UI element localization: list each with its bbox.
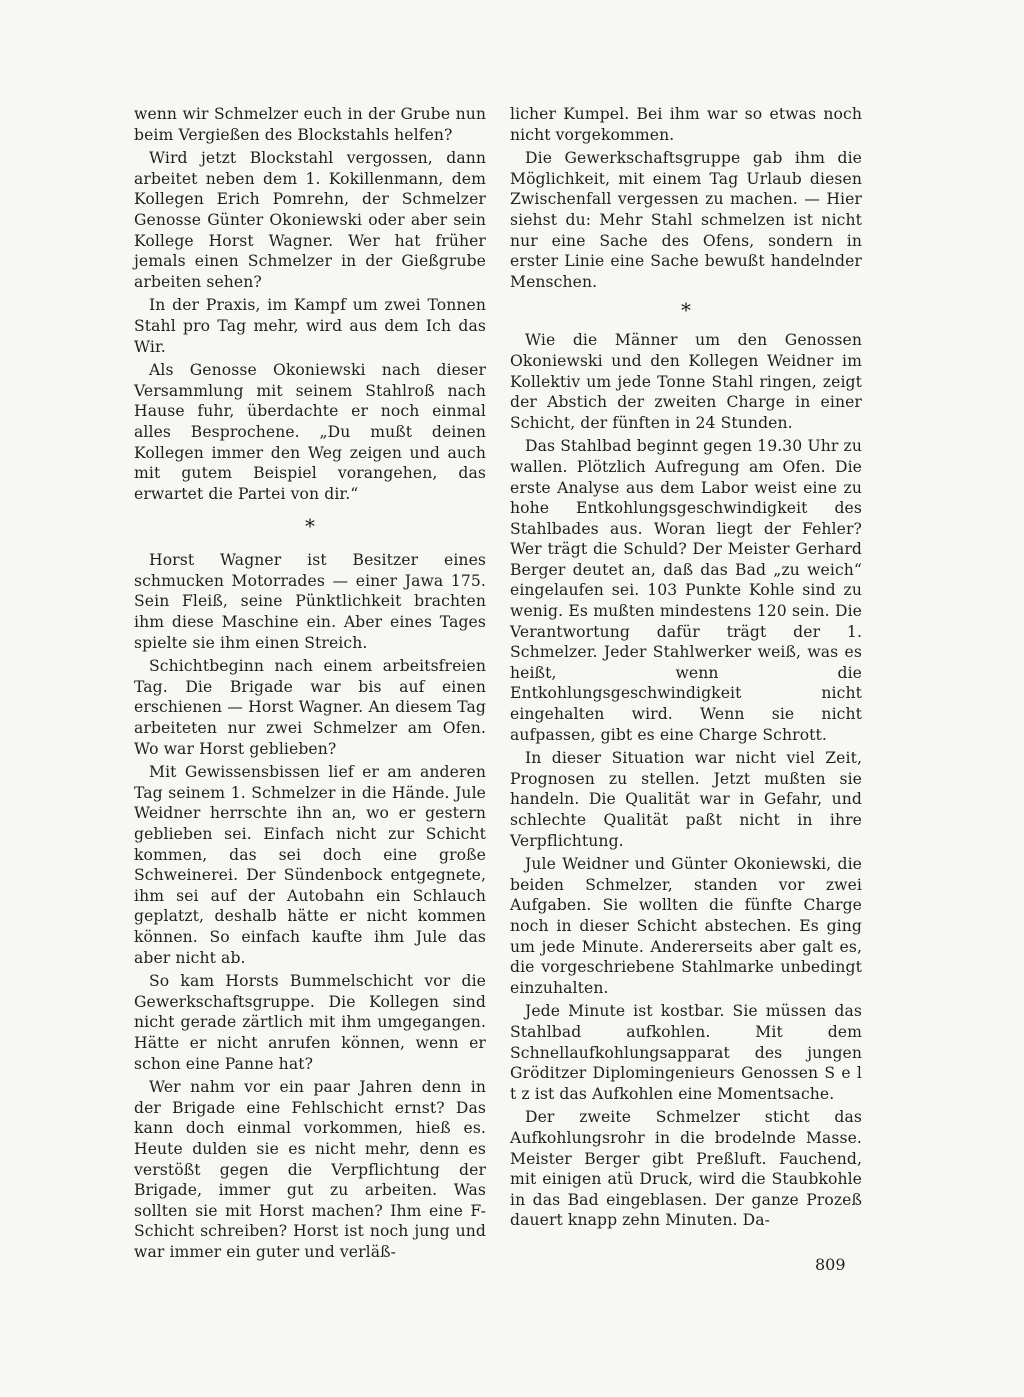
paragraph: In der Praxis, im Kampf um zwei Tonnen Stahl pro Tag mehr, wird aus dem Ich das Wir. <box>134 296 486 356</box>
paragraph: Mit Gewissensbissen lief er am anderen Tag seinem 1. Schmelzer in die Hände. Jule Weidner herrschte ihn an, wo er gestern geblieben sei. Einfach nicht zur Schicht kommen, das sei doch eine große Schweinerei. Der Sündenbock entgegnete, ihm sei auf der Autobahn ein Schlauch geplatzt, deshalb hätte er nicht kommen können. So einfach kaufte ihm Jule das aber nicht ab. <box>134 763 486 967</box>
paragraph: Schichtbeginn nach einem arbeitsfreien Tag. Die Brigade war bis auf einen erschienen — Horst Wagner. An diesem Tag arbeiteten nur zwei Schmelzer am Ofen. Wo war Horst geblieben? <box>134 657 486 758</box>
paragraph: licher Kumpel. Bei ihm war so etwas noch nicht vorgekommen. <box>510 105 862 144</box>
left-column <box>134 104 486 1262</box>
section-separator: * <box>304 514 316 539</box>
paragraph: Jule Weidner und Günter Okoniewski, die beiden Schmelzer, standen vor zwei Aufgaben. Sie wollten die fünfte Charge noch in dieser Schicht abstechen. Es ging um jede Minute. Andererseits aber galt es, die vorgeschriebene Stahlmarke unbedingt einzuhalten. <box>510 855 862 997</box>
section-separator: * <box>680 298 692 323</box>
paragraph: Horst Wagner ist Besitzer eines schmucken Motorrades — einer Jawa 175. Sein Fleiß, seine Pünktlichkeit brachten ihm diese Maschine ein. Aber eines Tages spielte sie ihm einen Streich. <box>134 551 486 652</box>
paragraph: Der zweite Schmelzer sticht das Aufkohlungsrohr in die brodelnde Masse. Meister Berger gibt Preßluft. Fauchend, mit einigen atü Druck, wird die Staubkohle in das Bad eingeblasen. Der ganze Prozeß dauert knapp zehn Minuten. Da- <box>510 1108 862 1230</box>
paragraph: In dieser Situation war nicht viel Zeit, Prognosen zu stellen. Jetzt mußten sie handeln. Die Qualität war in Gefahr, und schlechte Qualität paßt nicht in ihre Verpflichtung. <box>510 749 862 850</box>
paragraph: wenn wir Schmelzer euch in der Grube nun beim Vergießen des Blockstahls helfen? <box>134 105 486 144</box>
paragraph: Das Stahlbad beginnt gegen 19.30 Uhr zu wallen. Plötzlich Aufregung am Ofen. Die erste Analyse aus dem Labor weist eine zu hohe Entkohlungsgeschwindigkeit des Stahlbades aus. Woran liegt der Fehler? Wer trägt die Schuld? Der Meister Gerhard Berger deutet an, daß das Bad „zu weich“ eingelaufen sei. 103 Punkte Kohle sind zu wenig. Es mußten mindestens 120 sein. Die Verantwortung dafür trägt der 1. Schmelzer. Jeder Stahlwerker weiß, was es heißt, wenn die Entkohlungsgeschwindigkeit nicht eingehalten wird. Wenn sie nicht aufpassen, gibt es eine Charge Schrott. <box>510 437 862 744</box>
paragraph: So kam Horsts Bummelschicht vor die Gewerkschaftsgruppe. Die Kollegen sind nicht gerade zärtlich mit ihm umgegangen. Hätte er nicht anrufen können, wenn er schon eine Panne hat? <box>134 972 486 1073</box>
paragraph: Die Gewerkschaftsgruppe gab ihm die Möglichkeit, mit einem Tag Urlaub diesen Zwischenfall vergessen zu machen. — Hier siehst du: Mehr Stahl schmelzen ist nicht nur eine Sache des Ofens, sondern in erster Linie eine Sache bewußt handelnder Menschen. <box>510 149 862 291</box>
paragraph: Wie die Männer um den Genossen Okoniewski und den Kollegen Weidner im Kollektiv um jede Tonne Stahl ringen, zeigt der Abstich der zweiten Charge in einer Schicht, der fünften in 24 Stunden. <box>510 331 862 432</box>
paragraph: Als Genosse Okoniewski nach dieser Versammlung mit seinem Stahlroß nach Hause fuhr, überdachte er noch einmal alles Besprochene. „Du mußt deinen Kollegen immer den Weg zeigen und auch mit gutem Beispiel vorangehen, das erwartet die Partei von dir.“ <box>134 361 486 503</box>
page-number: 809 <box>815 1255 846 1274</box>
paragraph: Wer nahm vor ein paar Jahren denn in der Brigade eine Fehlschicht ernst? Das kann doch einmal vorkommen, hieß es. Heute dulden sie es nicht mehr, denn es verstößt gegen die Verpflichtung der Brigade, immer gut zu arbeiten. Was sollten sie mit Horst machen? Ihm eine F-Schicht schreiben? Horst ist noch jung und war immer ein guter und verläß- <box>134 1078 486 1261</box>
paragraph: Wird jetzt Blockstahl vergossen, dann arbeitet neben dem 1. Kokillenmann, dem Kollegen Erich Pomrehn, der Schmelzer Genosse Günter Okoniewski oder aber sein Kollege Horst Wagner. Wer hat früher jemals einen Schmelzer in der Gießgrube arbeiten sehen? <box>134 149 486 291</box>
paragraph: Jede Minute ist kostbar. Sie müssen das Stahlbad aufkohlen. Mit dem Schnellaufkohlungsapparat des jungen Gröditzer Diplomingenieurs Genossen S e l t z ist das Aufkohlen eine Momentsache. <box>510 1002 862 1103</box>
right-column <box>510 104 862 1231</box>
